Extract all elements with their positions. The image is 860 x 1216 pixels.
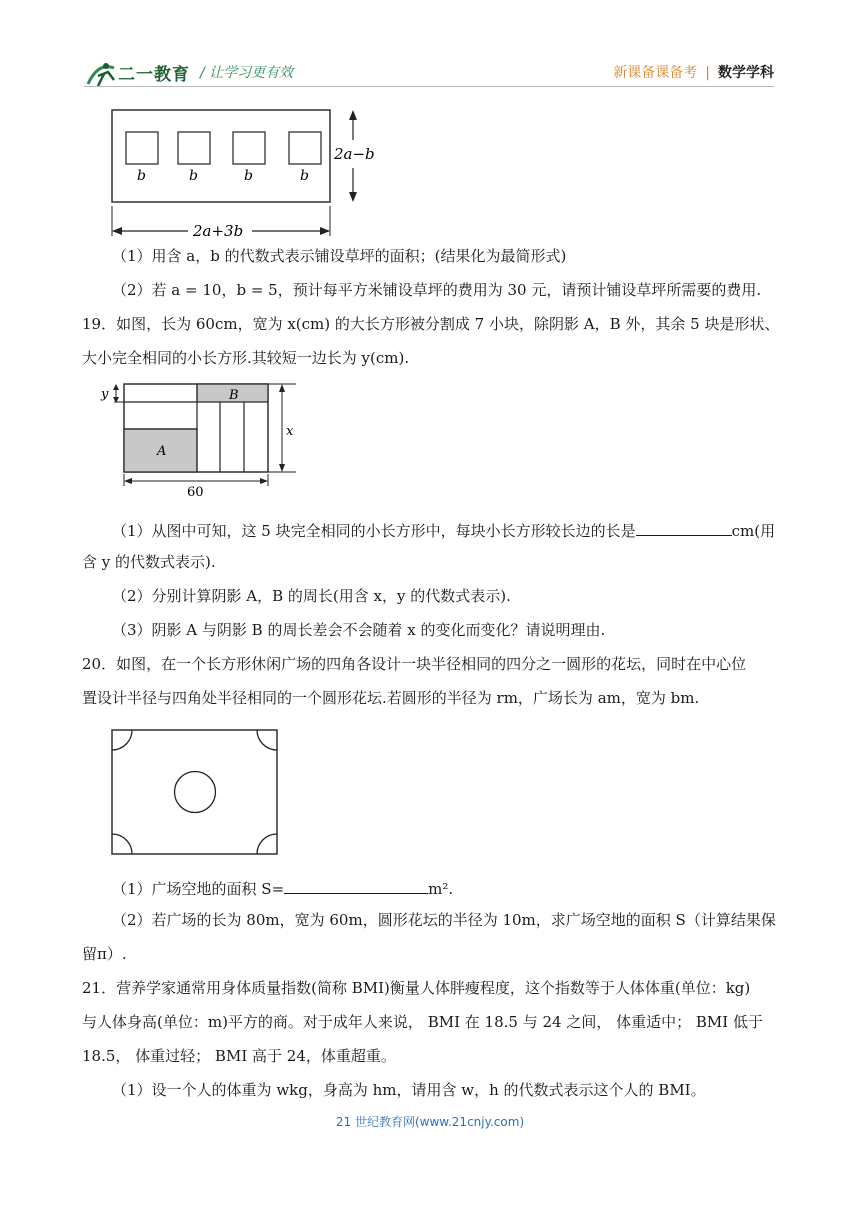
corner-arc-top-left (112, 730, 132, 750)
brand-slogan: / 让学习更有效 (200, 65, 294, 81)
square-label-1: b (137, 168, 146, 184)
figure-lawn (100, 100, 390, 240)
label-x: x (286, 424, 294, 439)
label-60: 60 (187, 485, 204, 498)
header-right (613, 62, 774, 82)
q20-stem-line1: 20．如图，在一个长方形休闲广场的四角各设计一块半径相同的四分之一圆形的花坛，同时在中心位 (82, 655, 747, 673)
lawn-rect (112, 110, 330, 202)
figure-rectangles (96, 378, 306, 498)
q21-part1: （1）设一个人的体重为 wkg，身高为 hm，请用含 w，h 的代数式表示这个人的 BMI。 (112, 1081, 706, 1099)
q19-part3: （3）阴影 A 与阴影 B 的周长差会不会随着 x 的变化而变化？请说明理由. (112, 621, 606, 639)
q20-part1-unit: m². (428, 880, 454, 898)
square-label-2: b (189, 168, 198, 184)
footer-link[interactable]: 21 世纪教育网(www.21cnjy.com) (335, 1115, 525, 1129)
q19-part1-line2: 含 y 的代数式表示). (82, 553, 216, 571)
q19-stem-line1: 19．如图，长为 60cm，宽为 x(cm) 的大长方形被分割成 7 小块，除阴影 A，B 外，其余 5 块是形状、 (82, 315, 780, 333)
q19-part1-text: （1）从图中可知，这 5 块完全相同的小长方形中，每块小长方形较长边的长是 (112, 522, 636, 540)
width-label: 2a+3b (193, 222, 244, 240)
q19-part1-unit: cm(用 (731, 522, 776, 540)
square-4 (289, 132, 321, 164)
square-label-3: b (244, 168, 253, 184)
plaza-rect (112, 730, 277, 854)
figure-plaza (108, 726, 284, 860)
q20-part1 (112, 879, 812, 897)
height-label: 2a−b (334, 145, 375, 163)
header-separator: | (705, 65, 710, 81)
q21-stem-line2: 与人体身高(单位：m)平方的商。对于成年人来说， BMI 在 18.5 与 24 之间， 体重适中； BMI 低于 (82, 1013, 763, 1031)
square-3 (233, 132, 265, 164)
label-b: B (229, 388, 239, 403)
q18-part1: （1）用含 a，b 的代数式表示铺设草坪的面积；(结果化为最简形式) (112, 247, 567, 265)
q20-part2-line1: （2）若广场的长为 80m，宽为 60m，圆形花坛的半径为 10m，求广场空地的面积 S（计算结果保 (112, 911, 776, 929)
subject-label: 数学学科 (718, 65, 774, 81)
label-a: A (157, 444, 167, 459)
q18-part2: （2）若 a = 10，b = 5，预计每平方米铺设草坪的费用为 30 元，请预计铺设草坪所需要的费用. (112, 281, 762, 299)
q21-stem-line1: 21．营养学家通常用身体质量指数(简称 BMI)衡量人体胖瘦程度，这个指数等于人体体重(单位：kg) (82, 979, 751, 997)
corner-arc-bottom-right (257, 834, 277, 854)
course-label: 新课备课备考 (613, 65, 698, 81)
q19-part1-line1 (112, 521, 812, 539)
q21-stem-line3: 18.5， 体重过轻； BMI 高于 24，体重超重。 (82, 1047, 396, 1065)
q19-stem-line2: 大小完全相同的小长方形.其较短一边长为 y(cm). (82, 349, 410, 367)
label-y: y (101, 387, 109, 402)
answer-blank-2[interactable] (284, 879, 428, 894)
corner-arc-top-right (257, 730, 277, 750)
answer-blank-1[interactable] (636, 521, 732, 536)
q20-stem-line2: 置设计半径与四角处半径相同的一个圆形花坛.若圆形的半径为 rm，广场长为 am，宽为 bm. (82, 689, 700, 707)
q20-part1-text: （1）广场空地的面积 S= (112, 880, 285, 898)
brand-name: 二一教育 (118, 65, 190, 85)
corner-arc-bottom-left (112, 834, 132, 854)
center-circle (175, 772, 216, 813)
square-1 (126, 132, 158, 164)
q19-part2: （2）分别计算阴影 A，B 的周长(用含 x，y 的代数式表示). (112, 587, 511, 605)
square-2 (178, 132, 210, 164)
square-label-4: b (300, 168, 309, 184)
q20-part2-line2: 留π）. (82, 945, 127, 963)
header-divider (84, 86, 774, 87)
